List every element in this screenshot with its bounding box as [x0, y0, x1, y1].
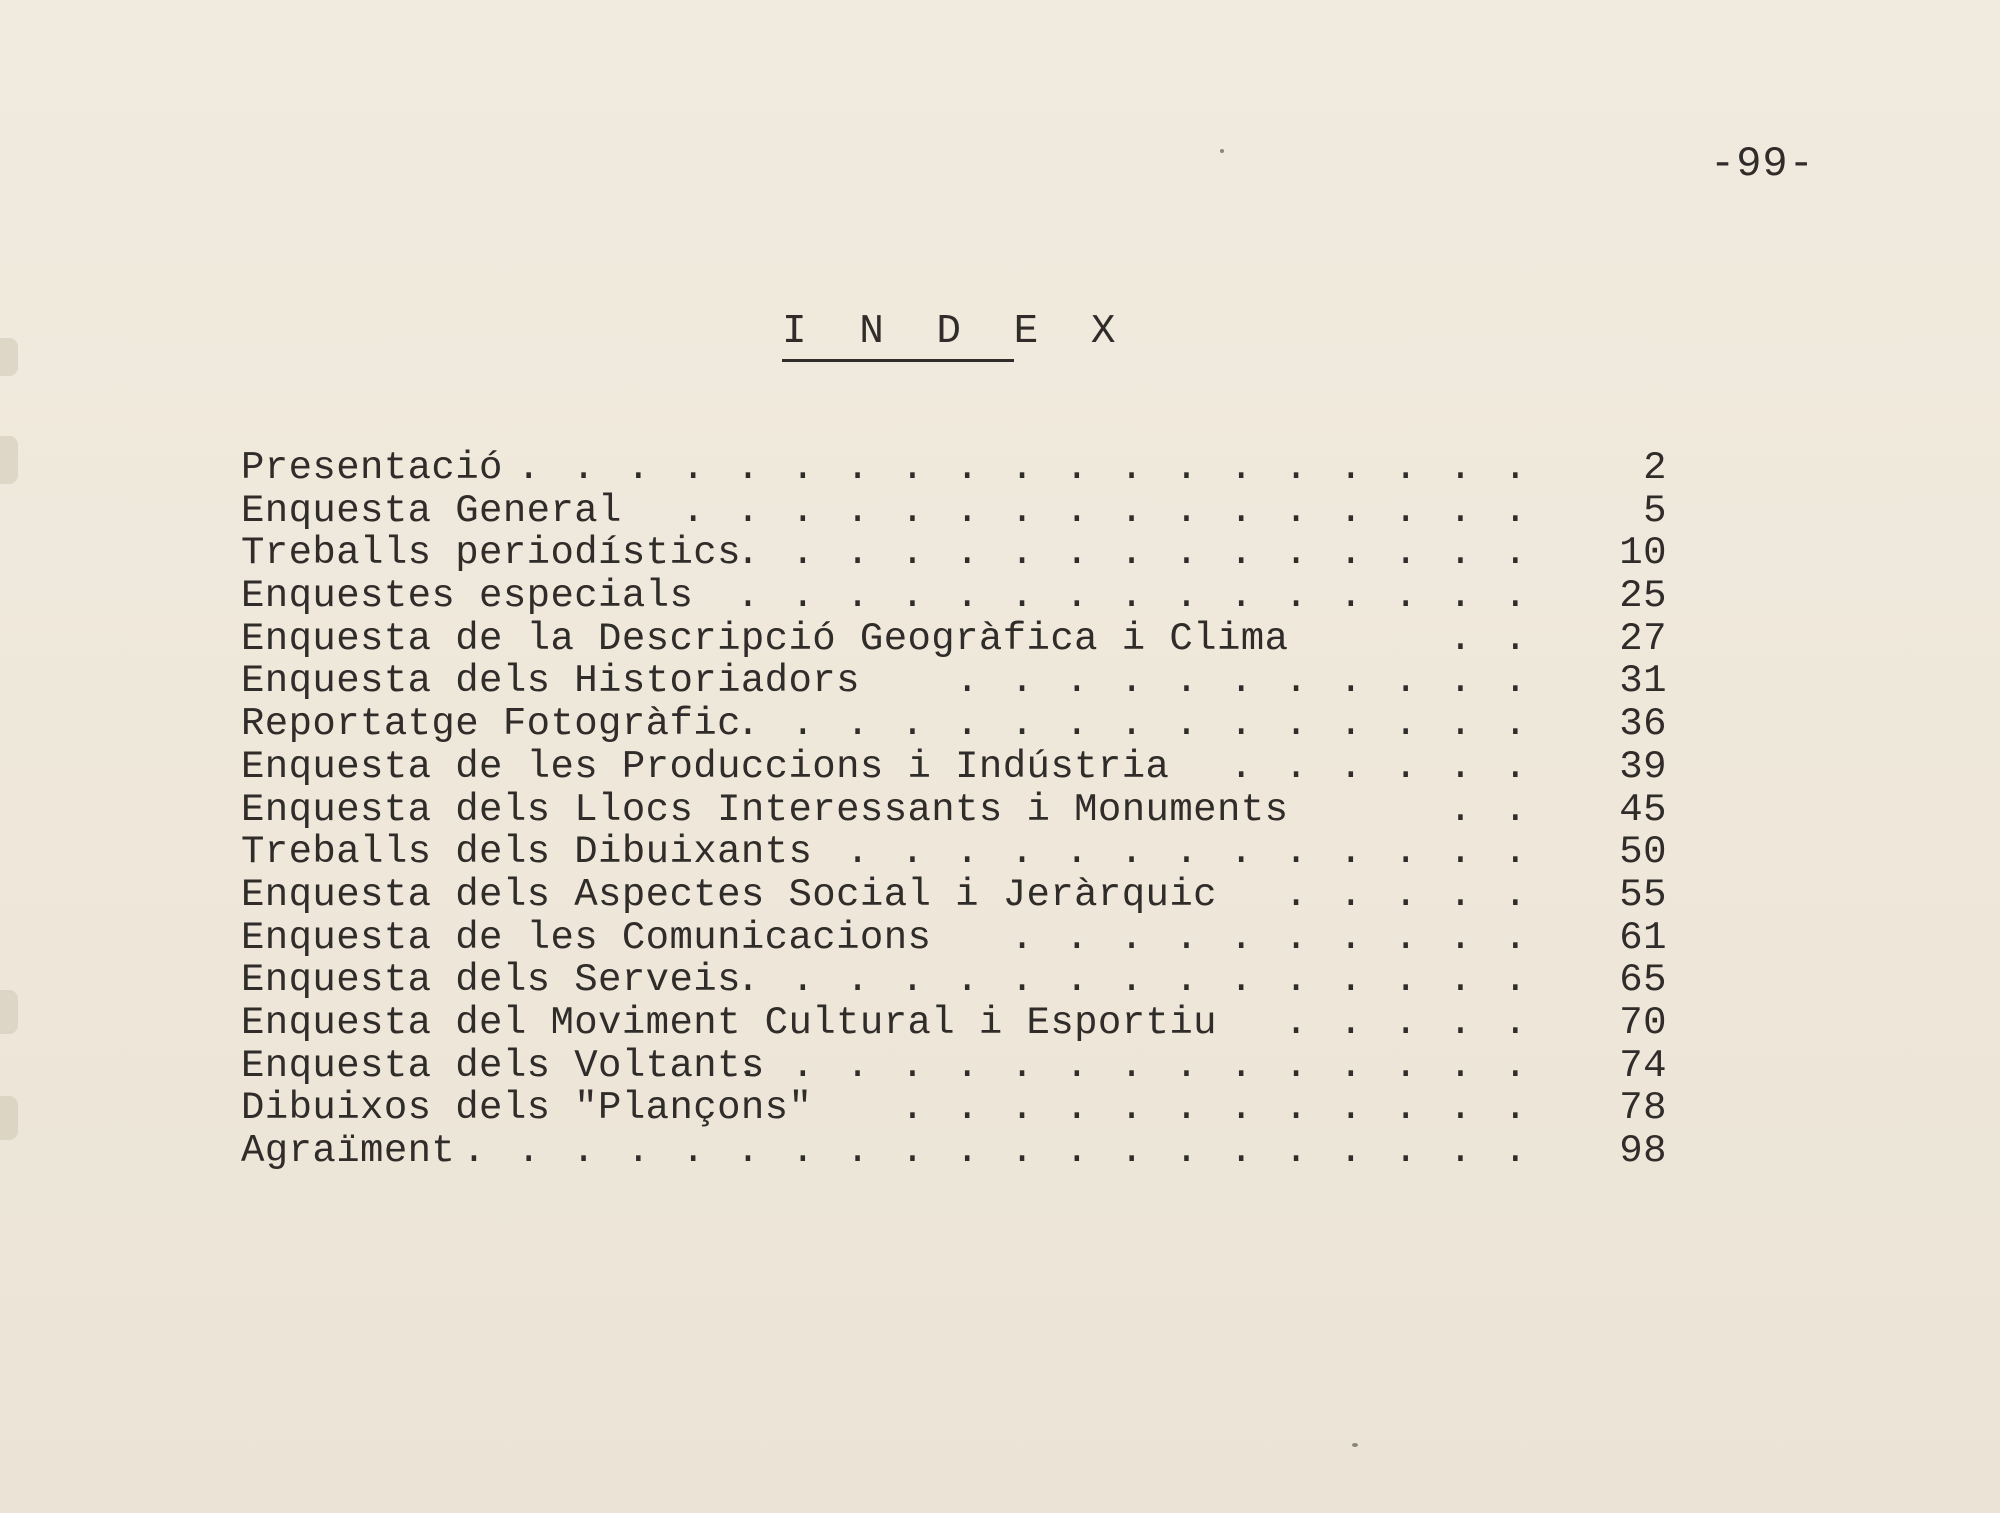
toc-entry-leader: . . . . . . . . . . . . . . .	[736, 958, 1531, 1003]
toc-entry-label: Dibuixos dels "Plançons"	[241, 1086, 813, 1131]
paper-speck	[1220, 149, 1224, 153]
table-of-contents	[241, 447, 1701, 1173]
toc-entry-leader: . . . . . . . . . . . .	[900, 1086, 1531, 1131]
toc-entry	[241, 532, 1701, 575]
toc-entry-leader: . . . . . . . . . . . . . . .	[736, 531, 1531, 576]
toc-entry	[241, 959, 1701, 1002]
toc-entry-label: Enquesta General	[241, 488, 622, 533]
toc-entry-label: Enquesta de les Produccions i Indústria	[241, 744, 1170, 789]
toc-entry	[241, 917, 1701, 960]
toc-entry-page: 78	[1619, 1086, 1667, 1131]
toc-entry-label: Enquesta dels Aspectes Social i Jeràrquic	[241, 872, 1217, 917]
toc-entry-label: Enquesta del Moviment Cultural i Esportiu	[241, 1000, 1217, 1045]
toc-entry	[241, 1087, 1701, 1130]
toc-entry-leader: . . . . . . . . . . . . . . . .	[681, 488, 1531, 533]
toc-entry-page: 61	[1619, 915, 1667, 960]
page-number: -99-	[1710, 140, 1815, 188]
toc-entry-leader: . . . . . . . . . . . . . . .	[736, 574, 1531, 619]
toc-entry	[241, 447, 1701, 490]
toc-entry-label: Treballs periodístics	[241, 531, 741, 576]
left-edge-mark	[0, 436, 18, 484]
toc-entry	[241, 1045, 1701, 1088]
index-title: I N D E X	[782, 309, 1130, 355]
toc-entry-page: 10	[1619, 531, 1667, 576]
toc-entry-leader: . .	[1448, 616, 1531, 661]
toc-entry-label: Enquesta de la Descripció Geogràfica i Clima	[241, 616, 1289, 661]
toc-entry-page: 65	[1619, 958, 1667, 1003]
toc-entry-leader: . . . . . . . . . . . . .	[845, 830, 1531, 875]
toc-entry-label: Agraïment	[241, 1129, 456, 1173]
toc-entry-leader: . .	[1448, 787, 1531, 832]
toc-entry	[241, 575, 1701, 618]
toc-entry-page: 39	[1619, 744, 1667, 789]
toc-entry	[241, 874, 1701, 917]
toc-entry-page: 31	[1619, 659, 1667, 704]
toc-entry-leader: . . . . . . . . . .	[1010, 915, 1531, 960]
toc-entry-page: 74	[1619, 1043, 1667, 1088]
toc-entry-label: Enquesta dels Voltants	[241, 1043, 765, 1088]
toc-entry	[241, 618, 1701, 661]
toc-entry-page: 45	[1619, 787, 1667, 832]
left-edge-mark	[0, 338, 18, 376]
toc-entry-label: Treballs dels Dibuixants	[241, 830, 813, 875]
toc-entry-label: Enquesta dels Historiadors	[241, 659, 860, 704]
title-underline	[782, 359, 1014, 362]
left-edge-mark	[0, 1096, 18, 1140]
toc-entry-label: Presentació	[241, 446, 503, 490]
toc-entry-label: Enquesta dels Llocs Interessants i Monuments	[241, 787, 1289, 832]
toc-entry-label: Enquesta dels Serveis	[241, 958, 741, 1003]
toc-entry-label: Reportatge Fotogràfic	[241, 702, 741, 747]
toc-entry-page: 36	[1619, 702, 1667, 747]
toc-entry	[241, 490, 1701, 533]
toc-entry-leader: . . . . . . . . . . . . . . . . . . . .	[462, 1129, 1531, 1173]
toc-entry-leader: . . . . . . . . . . . . . . .	[736, 1043, 1531, 1088]
paper-speck	[1352, 1443, 1358, 1447]
toc-entry	[241, 831, 1701, 874]
toc-entry-page: 25	[1619, 574, 1667, 619]
left-edge-mark	[0, 990, 18, 1034]
toc-entry-leader: . . . . . . . . . . . . . . .	[736, 702, 1531, 747]
toc-entry	[241, 1002, 1701, 1045]
toc-entry-leader: . . . . . . . . . . . . . . . . . . .	[517, 446, 1531, 490]
toc-entry	[241, 746, 1701, 789]
toc-entry-leader: . . . . . . . . . . .	[955, 659, 1531, 704]
toc-entry-page: 98	[1619, 1129, 1667, 1173]
toc-entry-leader: . . . . . .	[1229, 744, 1531, 789]
toc-entry-page: 2	[1643, 446, 1667, 490]
toc-entry-leader: . . . . .	[1284, 872, 1531, 917]
toc-entry-page: 27	[1619, 616, 1667, 661]
toc-entry	[241, 1130, 1701, 1173]
toc-entry-page: 55	[1619, 872, 1667, 917]
toc-entry-label: Enquesta de les Comunicacions	[241, 915, 932, 960]
toc-entry-page: 50	[1619, 830, 1667, 875]
toc-entry-leader: . . . . .	[1284, 1000, 1531, 1045]
toc-entry	[241, 703, 1701, 746]
toc-entry-page: 70	[1619, 1000, 1667, 1045]
toc-entry	[241, 789, 1701, 832]
toc-entry-page: 5	[1643, 488, 1667, 533]
toc-entry-label: Enquestes especials	[241, 574, 694, 619]
toc-entry	[241, 660, 1701, 703]
